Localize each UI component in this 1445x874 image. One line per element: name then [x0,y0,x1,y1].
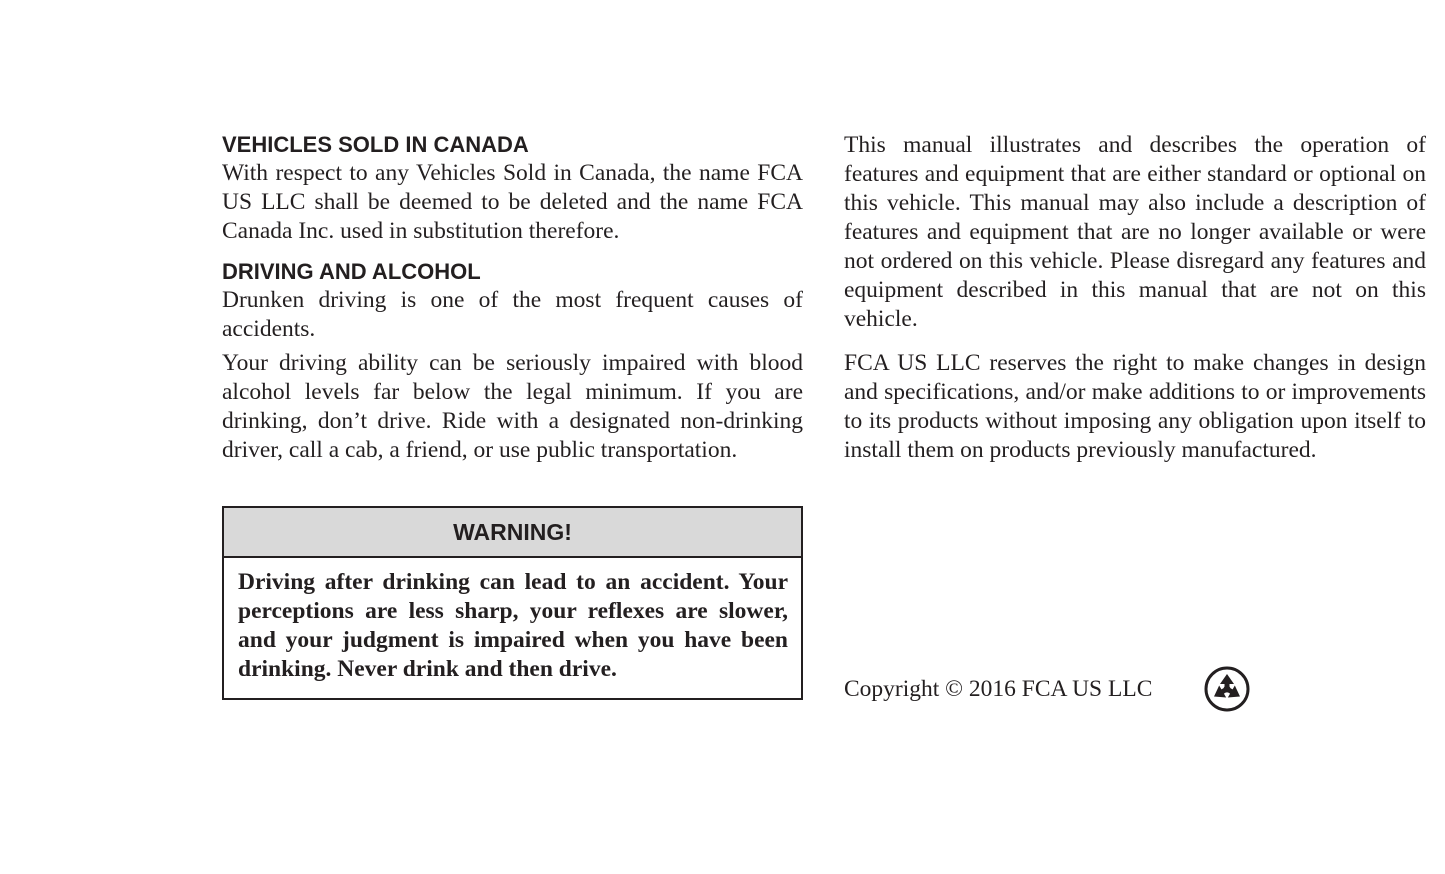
copyright-row [844,666,1250,712]
copyright-text: Copyright © 2016 FCA US LLC [844,675,1153,702]
heading-driving-and-alcohol: DRIVING AND ALCOHOL [222,259,481,284]
heading-vehicles-sold-in-canada: VEHICLES SOLD IN CANADA [222,132,529,157]
paragraph-manual-description: This manual illustrates and describes the operation of features and equipment that are either standard or optional on this vehicle. This manual may also include a description of features and equipment that are no longer available or were not ordered on this vehicle. Please disregard any features and equipment described in this manual that are not on this vehicle. [844,132,1426,332]
left-column [222,131,803,465]
warning-text: Driving after drinking can lead to an accident. Your perceptions are less sharp, your reflexes are slower, and your judgment is impaired when you have been drinking. Never drink and then drive. [238,569,788,682]
right-column [844,131,1426,465]
paragraph-canada: With respect to any Vehicles Sold in Canada, the name FCA US LLC shall be deemed to be deleted and the name FCA Canada Inc. used in substitution therefore. [222,160,803,244]
recycle-icon [1204,666,1250,712]
warning-title: WARNING! [224,508,801,558]
warning-box [222,506,803,700]
paragraph-driving-ability: Your driving ability can be seriously impaired with blood alcohol levels far below the legal minimum. If you are drinking, don’t drive. Ride with a designated non-drinking driver, call a cab, a friend, or use public transportation. [222,350,803,463]
paragraph-reserves-right: FCA US LLC reserves the right to make changes in design and specifications, and/or make additions to or improvements to its products without imposing any obligation upon itself to install them on products previously manufactured. [844,350,1426,463]
paragraph-drunken-driving: Drunken driving is one of the most frequent causes of accidents. [222,287,803,342]
